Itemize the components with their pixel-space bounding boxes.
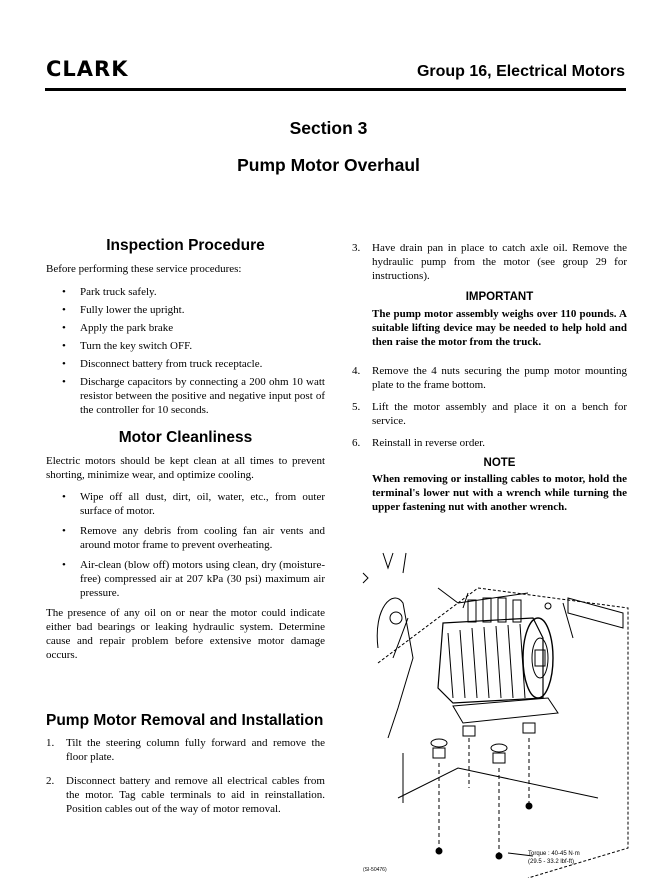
list-item bbox=[352, 400, 627, 428]
note-label: NOTE bbox=[483, 457, 516, 469]
step-number: 6. bbox=[352, 437, 361, 449]
list-item: • Remove any debris from cooling fan air vents and around motor frame to prevent overheating. bbox=[46, 524, 325, 552]
list-item bbox=[352, 364, 627, 392]
group-title: Group 16, Electrical Motors bbox=[416, 63, 625, 80]
cleanliness-outro: The presence of any oil on or near the motor could indicate either bad bearings or leaking hydraulic system. Determine cause and repair problem before extensive motor damage occurs. bbox=[46, 607, 325, 661]
list-item bbox=[352, 241, 627, 283]
step-text: Have drain pan in place to catch axle oil. Remove the hydraulic pump from the motor (see group 29 for instructions). bbox=[372, 242, 627, 282]
clark-logo: CLARK bbox=[46, 57, 129, 81]
step-number: 3. bbox=[352, 242, 361, 254]
torque-label-1: Torque : 40-45 N·m bbox=[528, 851, 580, 857]
right-column bbox=[352, 241, 627, 514]
removal-heading: Pump Motor Removal and Installation bbox=[46, 712, 324, 729]
list-item bbox=[352, 436, 627, 450]
note-text: When removing or installing cables to motor, hold the terminal's lower nut with a wrench while turning the upper fastening nut with another wrench. bbox=[372, 473, 627, 513]
removal-left bbox=[46, 714, 325, 816]
removal-steps-left bbox=[46, 736, 325, 816]
torque-label-2: (29.5 - 33.2 lbf-ft) bbox=[528, 859, 575, 865]
inspection-heading: Inspection Procedure bbox=[106, 237, 265, 254]
step-number: 1. bbox=[46, 737, 55, 749]
step-text: Lift the motor assembly and place it on a bench for service. bbox=[372, 401, 627, 427]
header-rule bbox=[45, 88, 626, 91]
cleanliness-intro: Electric motors should be kept clean at all times to prevent shorting, minimize wear, and optimize cooling. bbox=[46, 455, 325, 481]
section-label: Section 3 bbox=[289, 118, 368, 138]
list-item bbox=[46, 736, 325, 764]
list-item: • Disconnect battery from truck receptacle. bbox=[46, 357, 325, 371]
list-item: • Fully lower the upright. bbox=[46, 303, 325, 317]
section-title: Pump Motor Overhaul bbox=[237, 155, 420, 175]
left-column bbox=[46, 239, 325, 662]
inspection-list bbox=[46, 285, 325, 417]
list-item: • Apply the park brake bbox=[46, 321, 325, 335]
step-text: Tilt the steering column fully forward and remove the floor plate. bbox=[66, 737, 325, 763]
list-item: • Air-clean (blow off) motors using clean, dry (moisture-free) compressed air at 207 kPa (30 psi) maximum air pressure. bbox=[46, 558, 325, 600]
list-item: • Wipe off all dust, dirt, oil, water, etc., from outer surface of motor. bbox=[46, 490, 325, 518]
list-item: • Park truck safely. bbox=[46, 285, 325, 299]
note-callout bbox=[352, 456, 627, 514]
list-item: • Turn the key switch OFF. bbox=[46, 339, 325, 353]
cleanliness-heading: Motor Cleanliness bbox=[118, 429, 253, 446]
figure-ref: (SI-50476) bbox=[363, 867, 387, 873]
removal-steps-right bbox=[352, 241, 627, 283]
step-text: Reinstall in reverse order. bbox=[372, 437, 486, 449]
step-number: 2. bbox=[46, 775, 55, 787]
removal-steps-right-2 bbox=[352, 364, 627, 450]
list-item bbox=[46, 774, 325, 816]
cleanliness-list bbox=[46, 490, 325, 600]
list-item: • Discharge capacitors by connecting a 200 ohm 10 watt resistor between the positive and negative input post of the controller for 10 seconds. bbox=[46, 375, 325, 417]
important-callout bbox=[352, 290, 627, 349]
pump-motor-illustration bbox=[358, 548, 630, 878]
important-label: IMPORTANT bbox=[465, 291, 534, 303]
important-text: The pump motor assembly weighs over 110 pounds. A suitable lifting device may be needed to help hold and then raise the motor from the truck. bbox=[372, 308, 627, 348]
inspection-intro: Before performing these service procedures: bbox=[46, 263, 242, 275]
step-number: 4. bbox=[352, 365, 361, 377]
step-text: Remove the 4 nuts securing the pump motor mounting plate to the frame bottom. bbox=[372, 365, 627, 391]
step-number: 5. bbox=[352, 401, 361, 413]
step-text: Disconnect battery and remove all electrical cables from the motor. Tag cable terminals to aid in reinstallation. Position cables out of the way of motor removal. bbox=[66, 775, 325, 815]
